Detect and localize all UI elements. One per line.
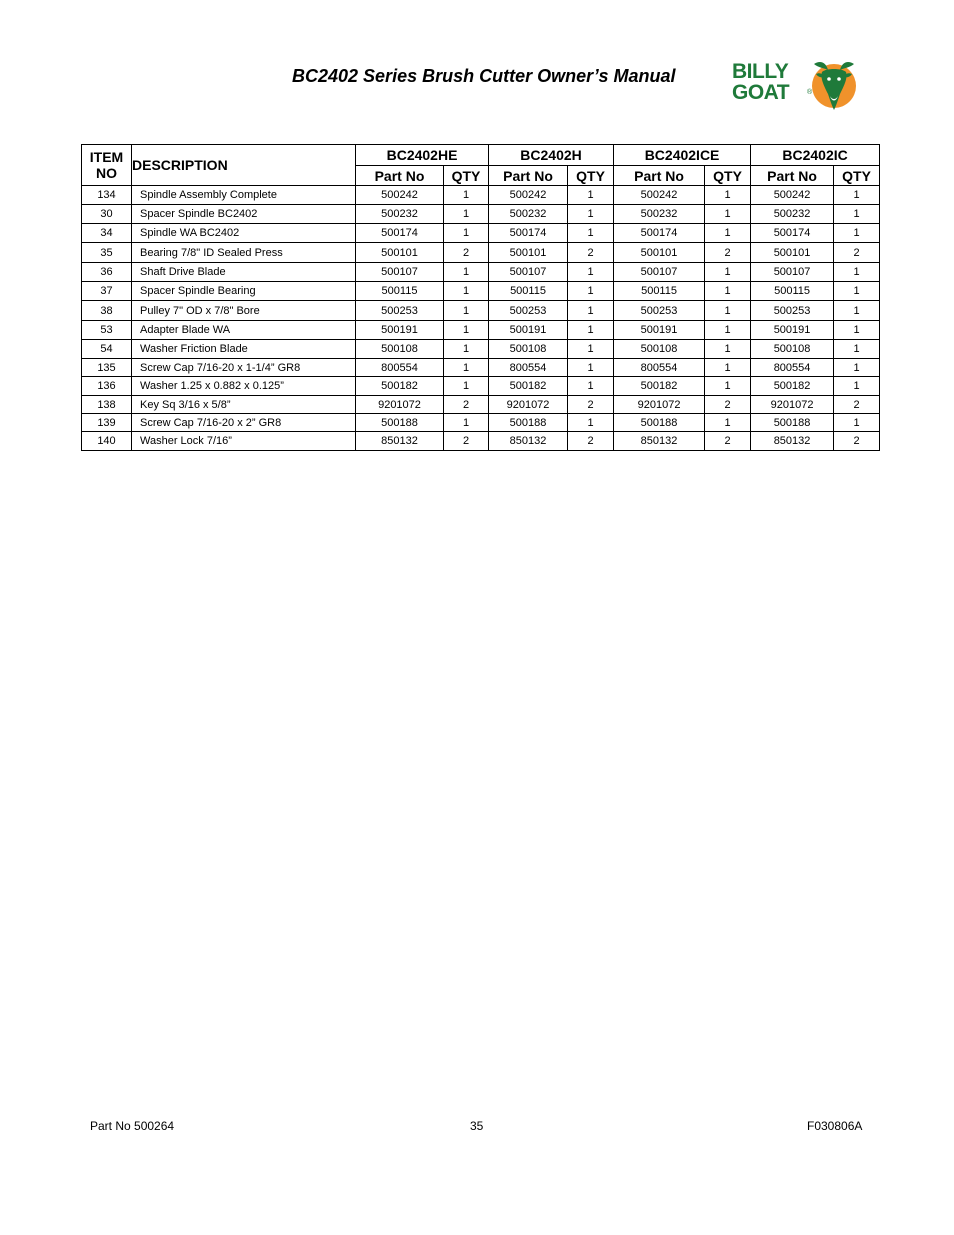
qty-cell: 1 [705,186,751,205]
table-row [82,432,880,451]
description-cell: Pulley 7" OD x 7/8" Bore [132,301,356,321]
logo-registered-mark: ® [807,89,813,96]
part-number-cell: 500115 [614,282,705,301]
part-number-cell: 9201072 [489,396,568,414]
part-no-header: Part No [751,166,834,186]
part-number-cell: 800554 [614,359,705,377]
table-row [82,205,880,224]
part-number-cell: 500174 [614,224,705,243]
qty-cell: 1 [705,414,751,432]
qty-cell: 1 [444,340,489,359]
qty-cell: 2 [705,243,751,263]
qty-cell: 1 [568,205,614,224]
part-number-cell: 850132 [751,432,834,451]
parts-table-body [82,186,880,451]
table-row [82,359,880,377]
part-number-cell: 500101 [751,243,834,263]
qty-cell: 1 [444,263,489,282]
table-row [82,340,880,359]
description-cell: Washer 1.25 x 0.882 x 0.125” [132,377,356,396]
description-cell: Spacer Spindle BC2402 [132,205,356,224]
qty-cell: 1 [834,340,880,359]
qty-cell: 1 [568,186,614,205]
part-number-cell: 500115 [489,282,568,301]
part-number-cell: 500191 [751,321,834,340]
part-number-cell: 500107 [751,263,834,282]
qty-cell: 1 [444,224,489,243]
model-header: BC2402ICE [614,145,751,166]
part-number-cell: 500191 [614,321,705,340]
item-number-cell: 35 [82,243,132,263]
part-number-cell: 500188 [751,414,834,432]
part-no-header: Part No [614,166,705,186]
qty-cell: 1 [834,186,880,205]
qty-cell: 2 [834,396,880,414]
qty-cell: 1 [834,301,880,321]
qty-cell: 2 [705,396,751,414]
model-header: BC2402IC [751,145,880,166]
qty-cell: 2 [444,243,489,263]
part-number-cell: 500174 [751,224,834,243]
description-cell: Washer Friction Blade [132,340,356,359]
part-number-cell: 500182 [489,377,568,396]
part-number-cell: 500242 [751,186,834,205]
description-cell: Screw Cap 7/16-20 x 2” GR8 [132,414,356,432]
qty-cell: 1 [568,377,614,396]
part-number-cell: 850132 [356,432,444,451]
qty-cell: 2 [705,432,751,451]
qty-cell: 1 [705,282,751,301]
qty-cell: 1 [705,359,751,377]
part-number-cell: 500101 [489,243,568,263]
description-header: DESCRIPTION [132,145,356,186]
part-number-cell: 500107 [356,263,444,282]
qty-cell: 1 [705,205,751,224]
qty-cell: 1 [568,359,614,377]
item-number-cell: 37 [82,282,132,301]
qty-cell: 1 [834,263,880,282]
qty-cell: 1 [568,263,614,282]
part-number-cell: 500188 [614,414,705,432]
table-row [82,301,880,321]
part-number-cell: 500191 [489,321,568,340]
table-row [82,282,880,301]
item-number-cell: 30 [82,205,132,224]
item-no-header-line1: ITEM [89,149,124,165]
part-number-cell: 500253 [356,301,444,321]
table-row [82,224,880,243]
qty-cell: 2 [834,432,880,451]
part-number-cell: 500232 [751,205,834,224]
logo-word-billy: BILLY [732,60,789,83]
part-number-cell: 9201072 [356,396,444,414]
part-number-cell: 500242 [614,186,705,205]
table-row [82,321,880,340]
qty-cell: 1 [834,377,880,396]
description-cell: Shaft Drive Blade [132,263,356,282]
item-no-header [82,145,132,186]
item-number-cell: 135 [82,359,132,377]
part-number-cell: 500101 [614,243,705,263]
parts-table [81,144,880,451]
item-number-cell: 138 [82,396,132,414]
qty-cell: 2 [444,396,489,414]
qty-cell: 1 [444,321,489,340]
part-number-cell: 9201072 [751,396,834,414]
item-no-header-line2: NO [96,165,117,181]
qty-cell: 1 [568,321,614,340]
item-number-cell: 139 [82,414,132,432]
part-number-cell: 500115 [356,282,444,301]
part-number-cell: 500232 [489,205,568,224]
part-number-cell: 800554 [489,359,568,377]
item-number-cell: 36 [82,263,132,282]
item-number-cell: 140 [82,432,132,451]
qty-cell: 1 [705,321,751,340]
footer-page-number: 35 [470,1119,484,1133]
part-number-cell: 500108 [751,340,834,359]
description-cell: Washer Lock 7/16” [132,432,356,451]
table-row [82,263,880,282]
qty-cell: 1 [444,377,489,396]
part-number-cell: 500107 [489,263,568,282]
description-cell: Spacer Spindle Bearing [132,282,356,301]
part-number-cell: 500182 [614,377,705,396]
part-number-cell: 500107 [614,263,705,282]
part-number-cell: 500232 [356,205,444,224]
qty-cell: 1 [444,186,489,205]
qty-cell: 2 [568,396,614,414]
qty-cell: 1 [705,340,751,359]
table-row [82,243,880,263]
part-number-cell: 500182 [751,377,834,396]
qty-cell: 1 [834,224,880,243]
qty-header: QTY [444,166,489,186]
part-number-cell: 500108 [489,340,568,359]
part-number-cell: 850132 [614,432,705,451]
item-number-cell: 38 [82,301,132,321]
qty-cell: 1 [568,340,614,359]
item-number-cell: 54 [82,340,132,359]
item-number-cell: 34 [82,224,132,243]
qty-cell: 1 [834,205,880,224]
part-number-cell: 500253 [489,301,568,321]
part-number-cell: 500242 [356,186,444,205]
qty-cell: 1 [705,263,751,282]
model-header: BC2402HE [356,145,489,166]
part-number-cell: 850132 [489,432,568,451]
description-cell: Spindle WA BC2402 [132,224,356,243]
qty-cell: 1 [705,224,751,243]
part-number-cell: 500191 [356,321,444,340]
description-cell: Adapter Blade WA [132,321,356,340]
footer-form-code: F030806A [807,1119,863,1133]
qty-header: QTY [568,166,614,186]
qty-cell: 1 [568,282,614,301]
part-number-cell: 500232 [614,205,705,224]
qty-cell: 1 [444,301,489,321]
table-header-row [82,145,880,166]
part-number-cell: 500188 [356,414,444,432]
model-header: BC2402H [489,145,614,166]
table-row [82,377,880,396]
footer-part-number: Part No 500264 [90,1119,175,1133]
part-number-cell: 500108 [614,340,705,359]
logo-word-goat: GOAT [732,81,790,104]
part-number-cell: 500253 [751,301,834,321]
part-number-cell: 500101 [356,243,444,263]
qty-cell: 1 [834,321,880,340]
part-number-cell: 9201072 [614,396,705,414]
qty-header: QTY [834,166,880,186]
goat-head-icon [806,58,858,112]
qty-cell: 1 [705,377,751,396]
brand-logo [732,58,858,114]
qty-cell: 1 [834,414,880,432]
part-number-cell: 500188 [489,414,568,432]
qty-cell: 1 [834,282,880,301]
part-number-cell: 500108 [356,340,444,359]
description-cell: Bearing 7/8" ID Sealed Press [132,243,356,263]
qty-cell: 1 [444,414,489,432]
qty-cell: 2 [568,432,614,451]
table-row [82,186,880,205]
description-cell: Spindle Assembly Complete [132,186,356,205]
qty-cell: 1 [568,414,614,432]
qty-cell: 1 [568,224,614,243]
table-row [82,396,880,414]
qty-cell: 2 [444,432,489,451]
item-number-cell: 136 [82,377,132,396]
qty-cell: 1 [568,301,614,321]
qty-header: QTY [705,166,751,186]
item-number-cell: 53 [82,321,132,340]
part-number-cell: 500253 [614,301,705,321]
part-number-cell: 800554 [356,359,444,377]
qty-cell: 1 [444,205,489,224]
part-number-cell: 800554 [751,359,834,377]
qty-cell: 1 [834,359,880,377]
qty-cell: 1 [705,301,751,321]
qty-cell: 1 [444,359,489,377]
item-number-cell: 134 [82,186,132,205]
qty-cell: 1 [444,282,489,301]
qty-cell: 2 [568,243,614,263]
part-number-cell: 500242 [489,186,568,205]
description-cell: Key Sq 3/16 x 5/8” [132,396,356,414]
table-row [82,414,880,432]
part-number-cell: 500182 [356,377,444,396]
part-no-header: Part No [489,166,568,186]
part-number-cell: 500174 [489,224,568,243]
page-title: BC2402 Series Brush Cutter Owner’s Manual [292,66,676,86]
description-cell: Screw Cap 7/16-20 x 1-1/4” GR8 [132,359,356,377]
qty-cell: 2 [834,243,880,263]
part-number-cell: 500174 [356,224,444,243]
part-number-cell: 500115 [751,282,834,301]
part-no-header: Part No [356,166,444,186]
